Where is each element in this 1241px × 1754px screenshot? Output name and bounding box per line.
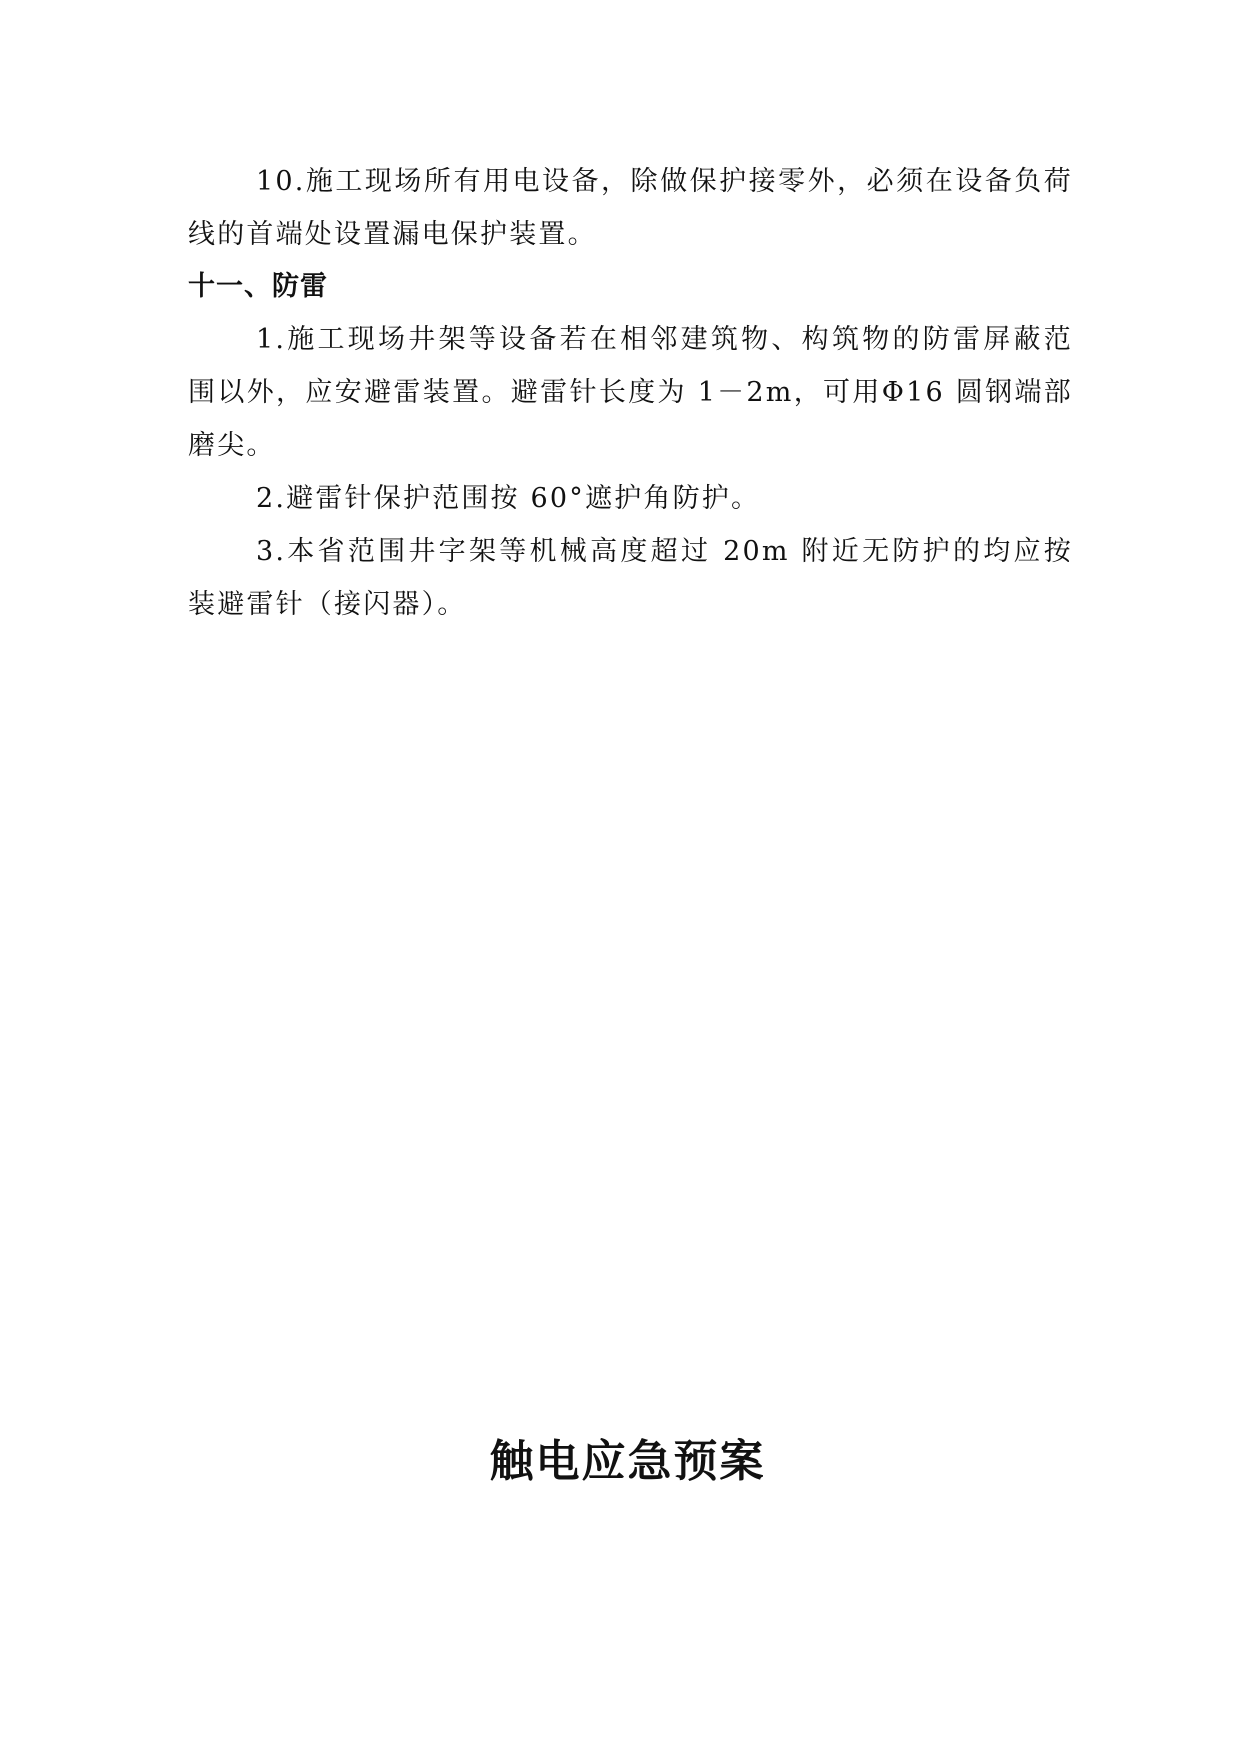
lightning-item-2: 2.避雷针保护范围按 60°遮护角防护。 <box>256 483 761 514</box>
section-heading-lightning-protection: 十一、防雷 <box>188 271 328 302</box>
document-title: 触电应急预案 <box>489 1436 766 1487</box>
paragraph-item-10: 10.施工现场所有用电设备，除做保护接零外，必须在设备负荷线的首端处设置漏电保护装置。 <box>188 166 1073 250</box>
document-body <box>188 155 1073 631</box>
lightning-item-1: 1.施工现场井架等设备若在相邻建筑物、构筑物的防雷屏蔽范围以外，应安避雷装置。避雷针长度为 1－2m，可用Φ16 圆钢端部磨尖。 <box>188 324 1073 461</box>
lightning-item-3: 3.本省范围井字架等机械高度超过 20m 附近无防护的均应按装避雷针（接闪器）。 <box>188 536 1073 620</box>
